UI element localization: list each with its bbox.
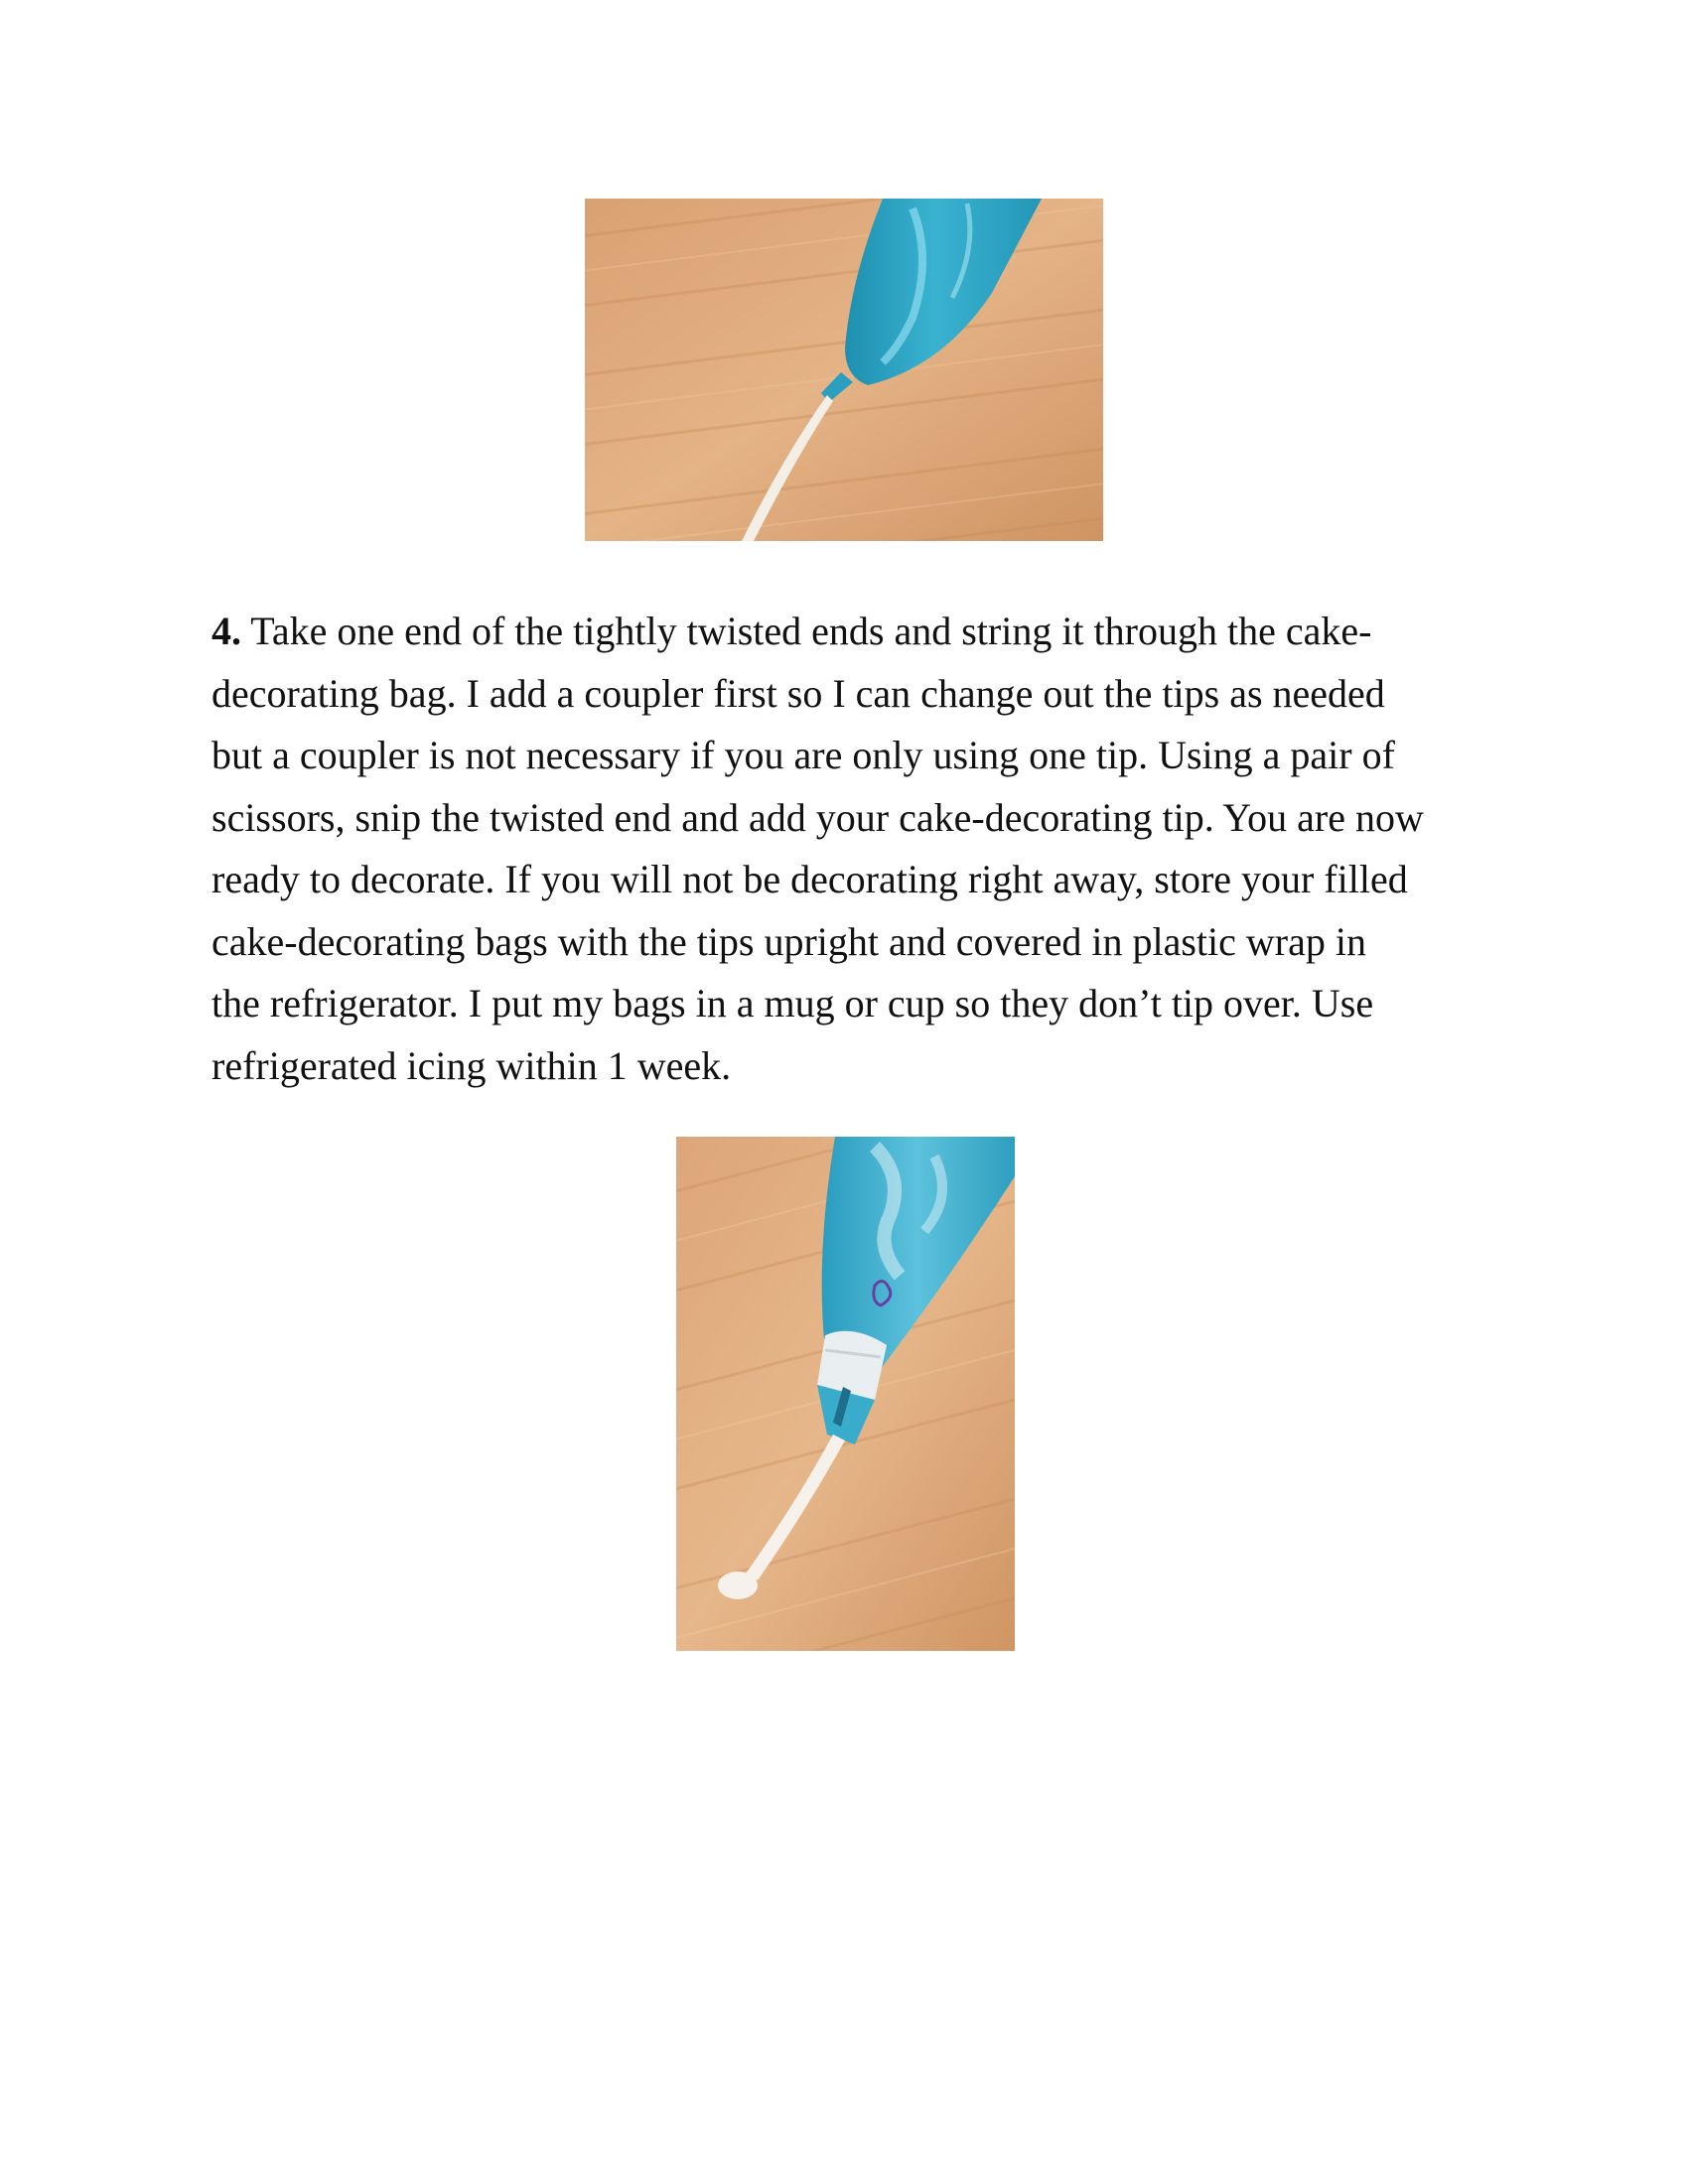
photo-piping-bag-with-coupler-tip <box>676 1137 1015 1651</box>
step-number: 4. <box>211 609 241 653</box>
photo-piping-bag-with-coupler-tip-image <box>676 1137 1015 1651</box>
photo-piping-bag-twisted-end-image <box>585 199 1103 541</box>
step-line: decorating bag. I add a coupler first so I can change out the tips as needed <box>211 670 1385 716</box>
step-line: refrigerated icing within 1 week. <box>211 1042 732 1088</box>
step-line: the refrigerator. I put my bags in a mug or cup so they don’t tip over. Use <box>211 981 1374 1025</box>
step-4-paragraph <box>211 601 1502 1097</box>
step-line: cake-decorating bags with the tips upright and covered in plastic wrap in <box>211 918 1366 964</box>
step-line: scissors, snip the twisted end and add your cake-decorating tip. You are now <box>211 794 1424 840</box>
photo-piping-bag-twisted-end <box>585 199 1103 541</box>
step-line: ready to decorate. If you will not be decorating right away, store your filled <box>211 857 1408 901</box>
step-line: but a coupler is not necessary if you are only using one tip. Using a pair of <box>211 733 1395 777</box>
step-line <box>211 601 1502 663</box>
step-line-text: Take one end of the tightly twisted ends and string it through the cake- <box>250 609 1372 653</box>
